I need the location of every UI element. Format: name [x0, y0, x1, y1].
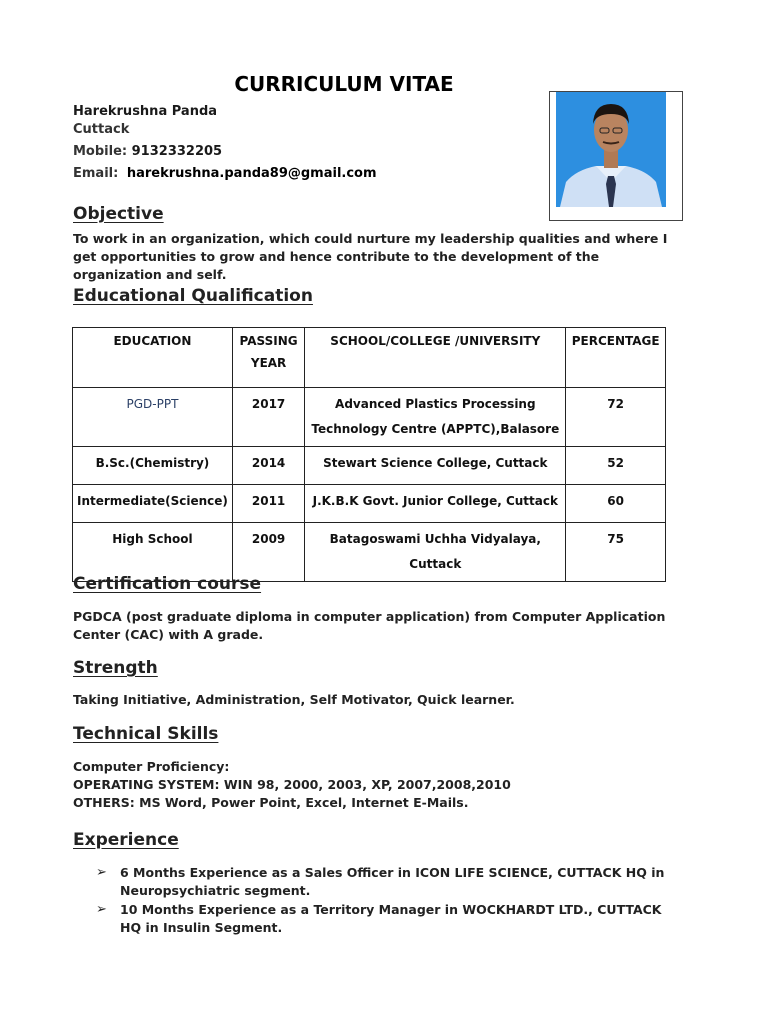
- column-header-percentage: PERCENTAGE: [566, 328, 666, 388]
- email-line: [73, 166, 377, 181]
- education-cell: B.Sc.(Chemistry): [73, 447, 233, 485]
- school-cell: Advanced Plastics Processing Technology Centre (APPTC),Balasore: [305, 388, 566, 447]
- percentage-cell: 52: [566, 447, 666, 485]
- email-value: harekrushna.panda89@gmail.com: [126, 166, 377, 181]
- arrow-bullet-icon: ➢: [96, 902, 107, 917]
- table-row: [73, 447, 666, 485]
- list-item: [96, 901, 676, 937]
- education-table: [72, 327, 666, 582]
- school-cell: Batagoswami Uchha Vidyalaya, Cuttack: [305, 523, 566, 582]
- operating-system-line: OPERATING SYSTEM: WIN 98, 2000, 2003, XP, 2007,2008,2010: [73, 777, 511, 792]
- percentage-cell: 72: [566, 388, 666, 447]
- percentage-cell: 75: [566, 523, 666, 582]
- mobile-value: 9132332205: [131, 144, 223, 159]
- column-header-education: EDUCATION: [73, 328, 233, 388]
- percentage-cell: 60: [566, 485, 666, 523]
- year-cell: 2009: [232, 523, 304, 582]
- education-cell: PGD-PPT: [73, 388, 233, 447]
- experience-list: [96, 864, 676, 938]
- strength-text: Taking Initiative, Administration, Self Motivator, Quick learner.: [73, 692, 515, 707]
- experience-heading: Experience: [73, 830, 179, 850]
- mobile-label: Mobile:: [73, 144, 128, 159]
- computer-proficiency-label: Computer Proficiency:: [73, 759, 230, 774]
- list-item: [96, 864, 676, 900]
- year-cell: 2011: [232, 485, 304, 523]
- objective-heading: Objective: [73, 204, 164, 224]
- table-row: [73, 485, 666, 523]
- experience-item-text: 6 Months Experience as a Sales Officer in ICON LIFE SCIENCE, CUTTACK HQ in Neuropsychiatric segment.: [120, 865, 665, 898]
- mobile-line: [73, 144, 222, 159]
- certification-heading: Certification course: [73, 574, 262, 594]
- school-cell: J.K.B.K Govt. Junior College, Cuttack: [305, 485, 566, 523]
- table-header-row: [73, 328, 666, 388]
- school-cell: Stewart Science College, Cuttack: [305, 447, 566, 485]
- arrow-bullet-icon: ➢: [96, 865, 107, 880]
- education-cell: Intermediate(Science): [73, 485, 233, 523]
- technical-skills-heading: Technical Skills: [73, 724, 219, 744]
- email-label: Email:: [73, 166, 119, 181]
- others-skills-line: OTHERS: MS Word, Power Point, Excel, Internet E-Mails.: [73, 795, 469, 810]
- candidate-city: Cuttack: [73, 122, 130, 137]
- column-header-school: SCHOOL/COLLEGE /UNIVERSITY: [305, 328, 566, 388]
- year-cell: 2017: [232, 388, 304, 447]
- table-row: [73, 388, 666, 447]
- portrait-illustration: [556, 92, 666, 207]
- education-cell: High School: [73, 523, 233, 582]
- year-cell: 2014: [232, 447, 304, 485]
- profile-photo: [556, 92, 666, 207]
- strength-heading: Strength: [73, 658, 158, 678]
- certification-text: PGDCA (post graduate diploma in computer application) from Computer Application Center (CAC) with A grade.: [73, 609, 666, 642]
- candidate-name: Harekrushna Panda: [73, 104, 218, 119]
- experience-item-text: 10 Months Experience as a Territory Manager in WOCKHARDT LTD., CUTTACK HQ in Insulin Segment.: [120, 902, 662, 935]
- education-heading: Educational Qualification: [73, 286, 313, 306]
- profile-photo-frame: [549, 91, 683, 221]
- page-title: CURRICULUM VITAE: [234, 72, 454, 96]
- column-header-passing-year: PASSING YEAR: [232, 328, 304, 388]
- table-row: [73, 523, 666, 582]
- objective-text: To work in an organization, which could nurture my leadership qualities and where I get opportunities to grow and hence contribute to the development of the organization and self.: [73, 231, 668, 282]
